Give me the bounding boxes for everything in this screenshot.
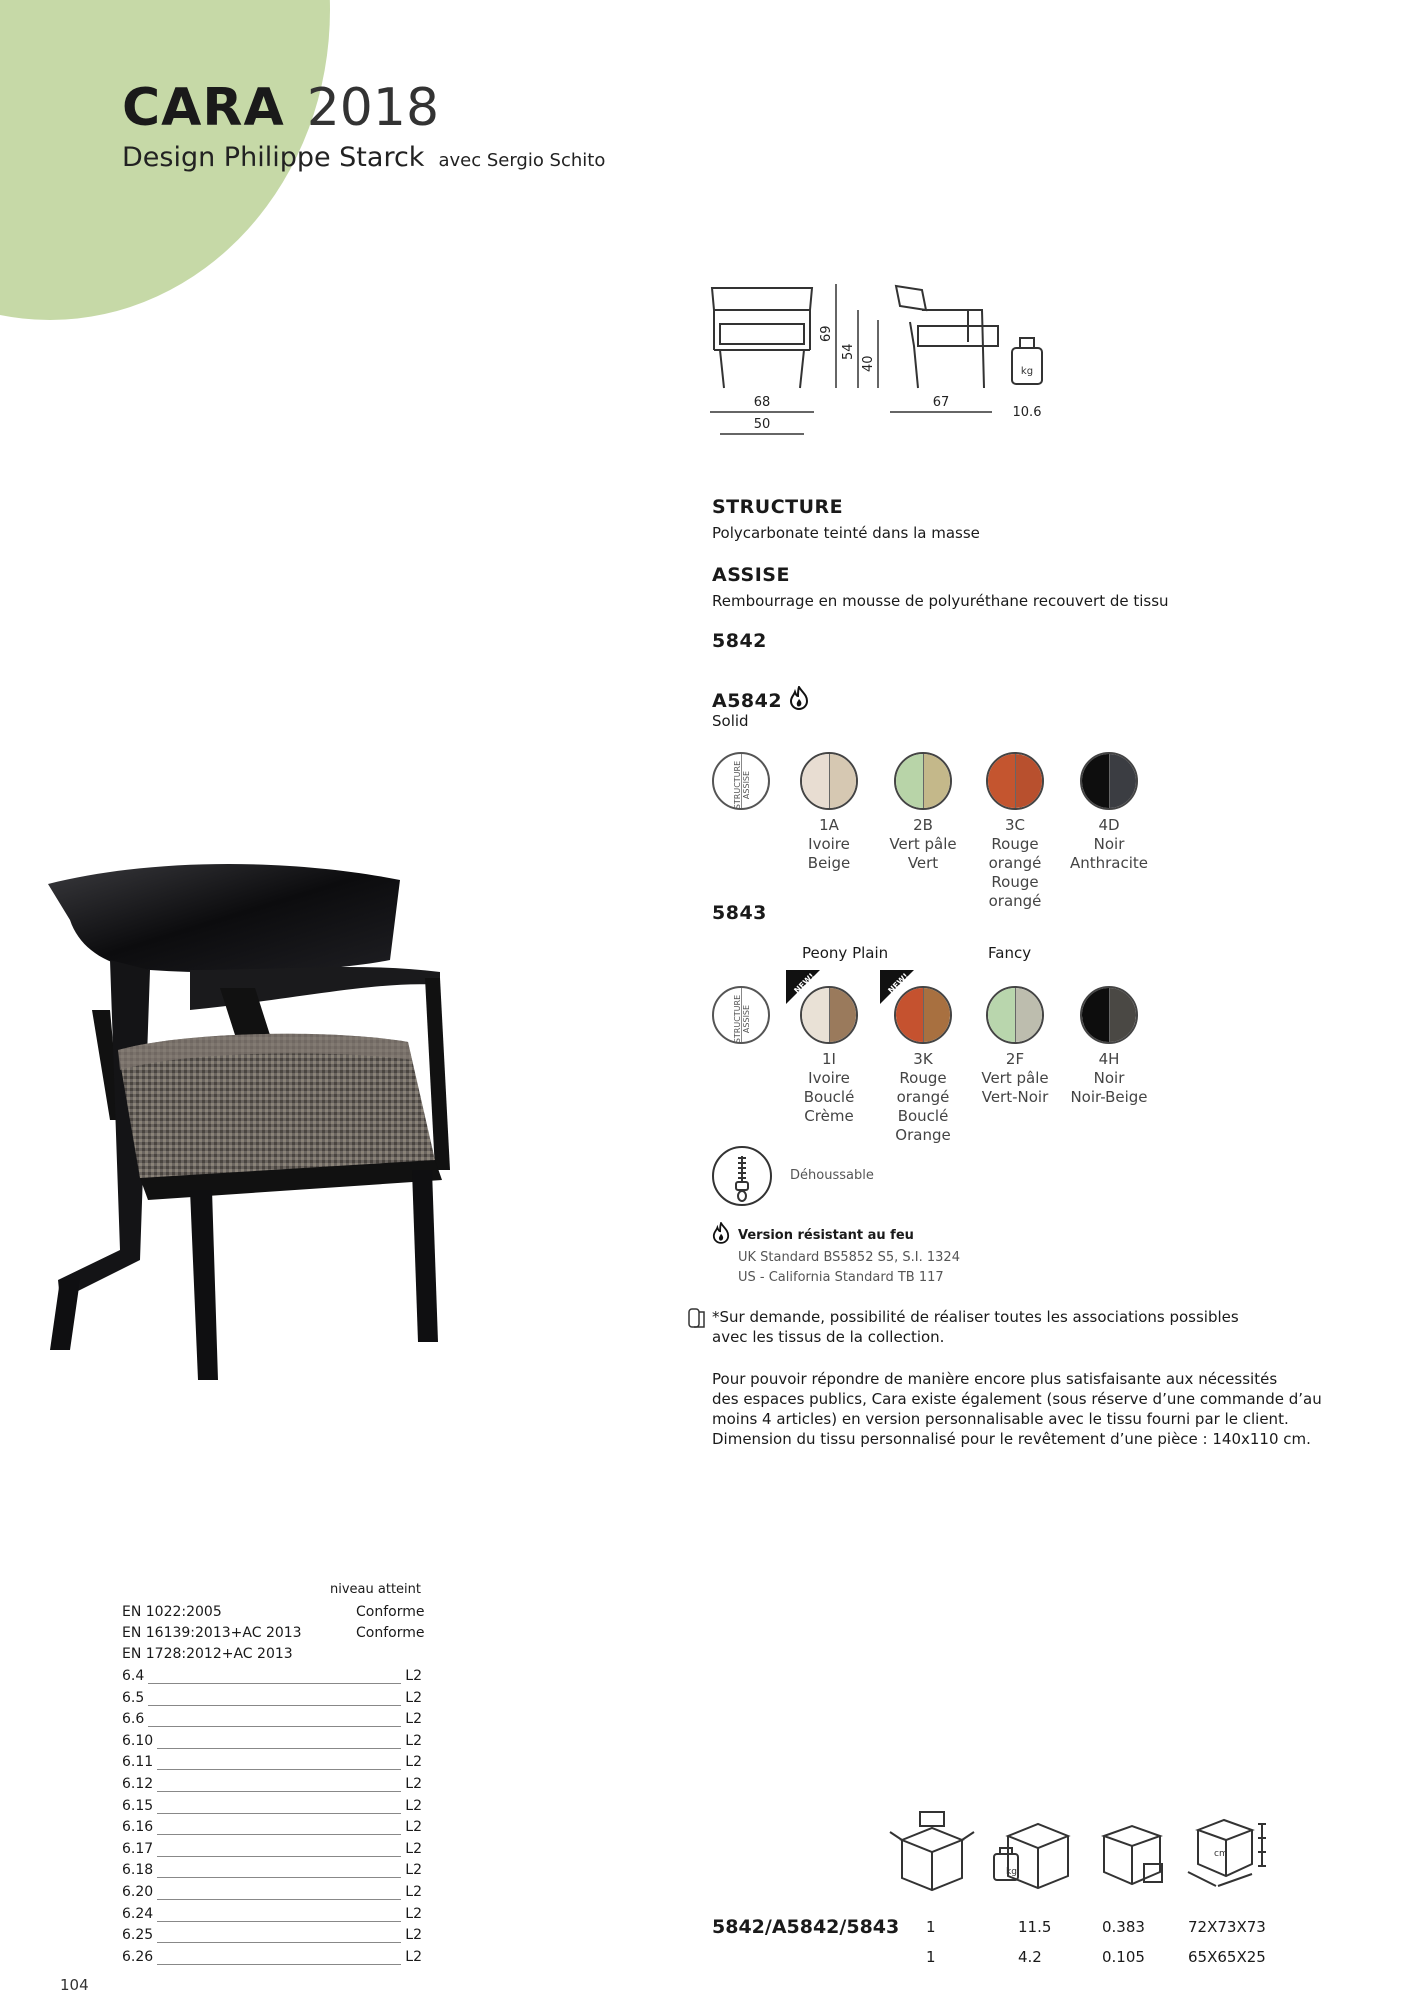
new-badge-text: NEW! bbox=[792, 971, 817, 996]
swatch-divider bbox=[1015, 988, 1016, 1042]
product-name: CARA bbox=[122, 78, 285, 138]
pack-size: 72X73X73 bbox=[1188, 1918, 1266, 1936]
pack-codes: 5842/A5842/5843 bbox=[712, 1916, 900, 1938]
swatch-left-color bbox=[988, 754, 1015, 808]
fire-standard-uk: UK Standard BS5852 S5, S.I. 1324 bbox=[738, 1250, 960, 1265]
norm-leader-line bbox=[122, 1921, 422, 1922]
swatch-line1: Vert pâle bbox=[889, 835, 957, 853]
collaborator-name: avec Sergio Schito bbox=[438, 150, 606, 171]
structure-text: Polycarbonate teinté dans la masse bbox=[712, 524, 980, 542]
code-a5842-text: A5842 bbox=[712, 690, 783, 712]
norm-code: 6.17 bbox=[122, 1841, 157, 1857]
fire-title: Version résistant au feu bbox=[738, 1228, 914, 1243]
swatch-right-color bbox=[923, 754, 950, 808]
norm-level: L2 bbox=[401, 1819, 422, 1835]
swatch-line1: Noir bbox=[1093, 835, 1125, 853]
norm-row bbox=[122, 1862, 422, 1882]
swatch-code: 3K bbox=[913, 1050, 933, 1068]
pack-kg-label: kg bbox=[1006, 1867, 1017, 1877]
new-badge-1i bbox=[786, 970, 820, 1004]
norm-code: 6.6 bbox=[122, 1711, 148, 1727]
note-demand-1: *Sur demande, possibilité de réaliser toutes les associations possibles bbox=[712, 1308, 1239, 1326]
side-view-drawing bbox=[896, 286, 998, 388]
norm-level: L2 bbox=[401, 1733, 422, 1749]
norm-row bbox=[122, 1733, 422, 1753]
flame-icon bbox=[789, 686, 809, 710]
box-volume-icon bbox=[1104, 1826, 1160, 1846]
norm-row bbox=[122, 1819, 422, 1839]
pack-cm-label: cm bbox=[1214, 1849, 1228, 1859]
norm-row bbox=[122, 1668, 422, 1688]
norm-row bbox=[122, 1690, 422, 1710]
designer-line bbox=[122, 142, 605, 173]
swatch-1[interactable] bbox=[894, 752, 952, 810]
norm-leader-line bbox=[122, 1683, 422, 1684]
box-weight-icon bbox=[1008, 1824, 1068, 1848]
swatch-line2: Bouclé Orange bbox=[895, 1107, 951, 1144]
norm-level: L2 bbox=[401, 1711, 422, 1727]
norm-code: 6.12 bbox=[122, 1776, 157, 1792]
fabric-swatch-3[interactable] bbox=[1080, 986, 1138, 1044]
norm-leader-line bbox=[122, 1791, 422, 1792]
swatch-divider bbox=[1109, 988, 1110, 1042]
weight-icon bbox=[1012, 338, 1042, 384]
norm-code: 6.10 bbox=[122, 1733, 157, 1749]
note-demand-2: avec les tissus de la collection. bbox=[712, 1328, 945, 1346]
dim-seat-width: 50 bbox=[753, 417, 771, 432]
structure-seat-label-2: STRUCTURE ASSISE bbox=[733, 994, 751, 1044]
norm-row bbox=[122, 1906, 422, 1926]
norm-level: L2 bbox=[401, 1862, 422, 1878]
swatch-line1: Rouge orangé bbox=[988, 835, 1042, 872]
product-year: 2018 bbox=[306, 78, 440, 138]
norm-level: L2 bbox=[401, 1668, 422, 1684]
norm-leader-line bbox=[122, 1748, 422, 1749]
norm-code: 6.25 bbox=[122, 1927, 157, 1943]
swatch-caption bbox=[875, 1050, 971, 1145]
new-badge-3k bbox=[880, 970, 914, 1004]
norm-leader-line bbox=[122, 1964, 422, 1965]
swatch-line2: Bouclé bbox=[803, 1088, 855, 1106]
swatch-line1: Vert pâle bbox=[981, 1069, 1049, 1087]
swatch-caption bbox=[1061, 1050, 1157, 1107]
norm-row bbox=[122, 1949, 422, 1969]
swatch-code: 2F bbox=[1005, 1050, 1025, 1068]
norm-code: 6.20 bbox=[122, 1884, 157, 1900]
norm-level: L2 bbox=[401, 1776, 422, 1792]
chair-photo bbox=[40, 860, 580, 1400]
swatch-left-color bbox=[988, 988, 1015, 1042]
structure-heading: STRUCTURE bbox=[712, 496, 844, 518]
code-5842: 5842 bbox=[712, 630, 767, 652]
structure-seat-indicator bbox=[712, 752, 770, 810]
swatch-line2: Beige bbox=[807, 854, 851, 872]
norm-level: L2 bbox=[401, 1754, 422, 1770]
code-a5842 bbox=[712, 686, 809, 712]
swatch-code: 3C bbox=[1004, 816, 1026, 834]
norm-name: EN 16139:2013+AC 2013 bbox=[122, 1625, 302, 1641]
norm-row bbox=[122, 1776, 422, 1796]
swatch-line2: Anthracite bbox=[1069, 854, 1149, 872]
swatch-caption bbox=[875, 816, 971, 873]
swatch-caption bbox=[1061, 816, 1157, 873]
norm-level: L2 bbox=[401, 1884, 422, 1900]
code-5843: 5843 bbox=[712, 902, 767, 924]
norm-code: 6.16 bbox=[122, 1819, 157, 1835]
swatch-divider bbox=[923, 754, 924, 808]
norm-code: 6.24 bbox=[122, 1906, 157, 1922]
norm-code: 6.4 bbox=[122, 1668, 148, 1684]
swatch-code: 2B bbox=[913, 816, 933, 834]
norm-code: 6.5 bbox=[122, 1690, 148, 1706]
weight-unit: kg bbox=[1020, 366, 1034, 377]
norm-leader-line bbox=[122, 1726, 422, 1727]
removable-label: Déhoussable bbox=[790, 1168, 874, 1183]
seat-text: Rembourrage en mousse de polyuréthane recouvert de tissu bbox=[712, 592, 1169, 610]
norm-leader-line bbox=[122, 1705, 422, 1706]
norm-leader-line bbox=[122, 1877, 422, 1878]
swatch-divider bbox=[829, 754, 830, 808]
note-public-3: moins 4 articles) en version personnalisable avec le tissu fourni par le client. bbox=[712, 1410, 1289, 1428]
norm-level: L2 bbox=[401, 1690, 422, 1706]
norm-row bbox=[122, 1754, 422, 1774]
swatch-caption bbox=[781, 816, 877, 873]
swatch-right-color bbox=[923, 988, 950, 1042]
swatch-line1: Rouge orangé bbox=[896, 1069, 950, 1106]
swatch-right-color bbox=[1109, 754, 1136, 808]
swatch-line1: Ivoire bbox=[808, 1069, 850, 1087]
norm-level: L2 bbox=[401, 1798, 422, 1814]
fire-standard-us: US - California Standard TB 117 bbox=[738, 1270, 944, 1285]
norm-code: 6.15 bbox=[122, 1798, 157, 1814]
front-view-drawing bbox=[712, 288, 812, 388]
swatch-line3: Crème bbox=[804, 1107, 854, 1125]
norm-code: 6.18 bbox=[122, 1862, 157, 1878]
note-public-1: Pour pouvoir répondre de manière encore plus satisfaisante aux nécessités bbox=[712, 1370, 1278, 1388]
pack-volume: 0.105 bbox=[1102, 1948, 1145, 1966]
swatch-divider bbox=[829, 988, 830, 1042]
page-number: 104 bbox=[60, 1976, 89, 1994]
norm-value: Conforme bbox=[356, 1604, 425, 1620]
packaging-icons bbox=[882, 1800, 1302, 1900]
swatch-line2: Vert-Noir bbox=[981, 1088, 1049, 1106]
swatch-line2: Noir-Beige bbox=[1070, 1088, 1148, 1106]
norm-level: L2 bbox=[401, 1927, 422, 1943]
swatch-caption bbox=[967, 1050, 1063, 1107]
dim-front-width: 68 bbox=[753, 395, 771, 410]
pack-qty: 1 bbox=[926, 1918, 936, 1936]
norm-code: 6.11 bbox=[122, 1754, 157, 1770]
dim-depth: 67 bbox=[932, 395, 950, 410]
swatch-left-color bbox=[802, 754, 829, 808]
swatch-code: 1I bbox=[822, 1050, 836, 1068]
fabric-roll-icon bbox=[686, 1306, 706, 1330]
swatch-left-color bbox=[1082, 754, 1109, 808]
swatch-2[interactable] bbox=[986, 752, 1044, 810]
pack-volume: 0.383 bbox=[1102, 1918, 1145, 1936]
norm-level: L2 bbox=[401, 1949, 422, 1965]
norm-leader-line bbox=[122, 1769, 422, 1770]
dim-height: 69 bbox=[819, 325, 834, 342]
dimension-drawings bbox=[700, 280, 1100, 450]
swatch-right-color bbox=[1015, 754, 1042, 808]
norm-row bbox=[122, 1798, 422, 1818]
swatch-left-color bbox=[1082, 988, 1109, 1042]
new-badge-text: NEW! bbox=[886, 971, 911, 996]
dim-weight: 10.6 bbox=[1012, 405, 1042, 420]
swatch-code: 4H bbox=[1098, 1050, 1120, 1068]
product-title bbox=[122, 78, 439, 138]
pack-weight: 4.2 bbox=[1018, 1948, 1042, 1966]
pack-weight: 11.5 bbox=[1018, 1918, 1052, 1936]
norm-row bbox=[122, 1711, 422, 1731]
norm-name: EN 1022:2005 bbox=[122, 1604, 222, 1620]
dim-seat-height: 40 bbox=[861, 355, 876, 372]
note-public-2: des espaces publics, Cara existe également (sous réserve d’une commande d’au bbox=[712, 1390, 1322, 1408]
swatch-right-color bbox=[829, 988, 856, 1042]
designer-name: Design Philippe Starck bbox=[122, 142, 425, 173]
norm-row bbox=[122, 1927, 422, 1947]
norm-level: L2 bbox=[401, 1906, 422, 1922]
norm-leader-line bbox=[122, 1856, 422, 1857]
norms-header: niveau atteint bbox=[330, 1582, 421, 1597]
swatch-3[interactable] bbox=[1080, 752, 1138, 810]
norm-row bbox=[122, 1841, 422, 1861]
structure-seat-label: STRUCTURE ASSISE bbox=[733, 760, 751, 810]
swatch-line1: Ivoire bbox=[808, 835, 850, 853]
swatch-right-color bbox=[1109, 988, 1136, 1042]
swatch-right-color bbox=[829, 754, 856, 808]
swatch-0[interactable] bbox=[800, 752, 858, 810]
dim-arm-height: 54 bbox=[841, 343, 856, 360]
norm-name: EN 1728:2012+AC 2013 bbox=[122, 1646, 293, 1662]
open-box-icon bbox=[902, 1828, 962, 1852]
pack-size: 65X65X25 bbox=[1188, 1948, 1266, 1966]
norm-level: L2 bbox=[401, 1841, 422, 1857]
norm-row bbox=[122, 1884, 422, 1904]
norm-value: Conforme bbox=[356, 1625, 425, 1641]
swatch-code: 1A bbox=[819, 816, 839, 834]
swatch-left-color bbox=[896, 754, 923, 808]
swatch-line1: Noir bbox=[1093, 1069, 1125, 1087]
group-peony-plain: Peony Plain bbox=[802, 944, 889, 962]
norm-leader-line bbox=[122, 1813, 422, 1814]
note-public-4: Dimension du tissu personnalisé pour le revêtement d’une pièce : 140x110 cm. bbox=[712, 1430, 1311, 1448]
swatch-divider bbox=[1109, 754, 1110, 808]
swatch-divider bbox=[923, 988, 924, 1042]
swatch-caption bbox=[967, 816, 1063, 911]
seat-heading: ASSISE bbox=[712, 564, 790, 586]
swatch-line2: Vert bbox=[907, 854, 939, 872]
swatch-right-color bbox=[1015, 988, 1042, 1042]
swatch-divider bbox=[1015, 754, 1016, 808]
swatch-line2: Rouge orangé bbox=[988, 873, 1042, 910]
norm-leader-line bbox=[122, 1942, 422, 1943]
norm-leader-line bbox=[122, 1899, 422, 1900]
group-fancy: Fancy bbox=[988, 944, 1032, 962]
code-a5842-sub: Solid bbox=[712, 712, 749, 730]
swatch-caption bbox=[781, 1050, 877, 1126]
structure-seat-indicator-2 bbox=[712, 986, 770, 1044]
norm-code: 6.26 bbox=[122, 1949, 157, 1965]
box-dimensions-icon bbox=[1198, 1820, 1252, 1840]
flame-icon bbox=[712, 1222, 730, 1244]
zipper-icon bbox=[712, 1146, 772, 1206]
pack-qty: 1 bbox=[926, 1948, 936, 1966]
fabric-swatch-2[interactable] bbox=[986, 986, 1044, 1044]
swatch-code: 4D bbox=[1098, 816, 1120, 834]
norm-leader-line bbox=[122, 1834, 422, 1835]
